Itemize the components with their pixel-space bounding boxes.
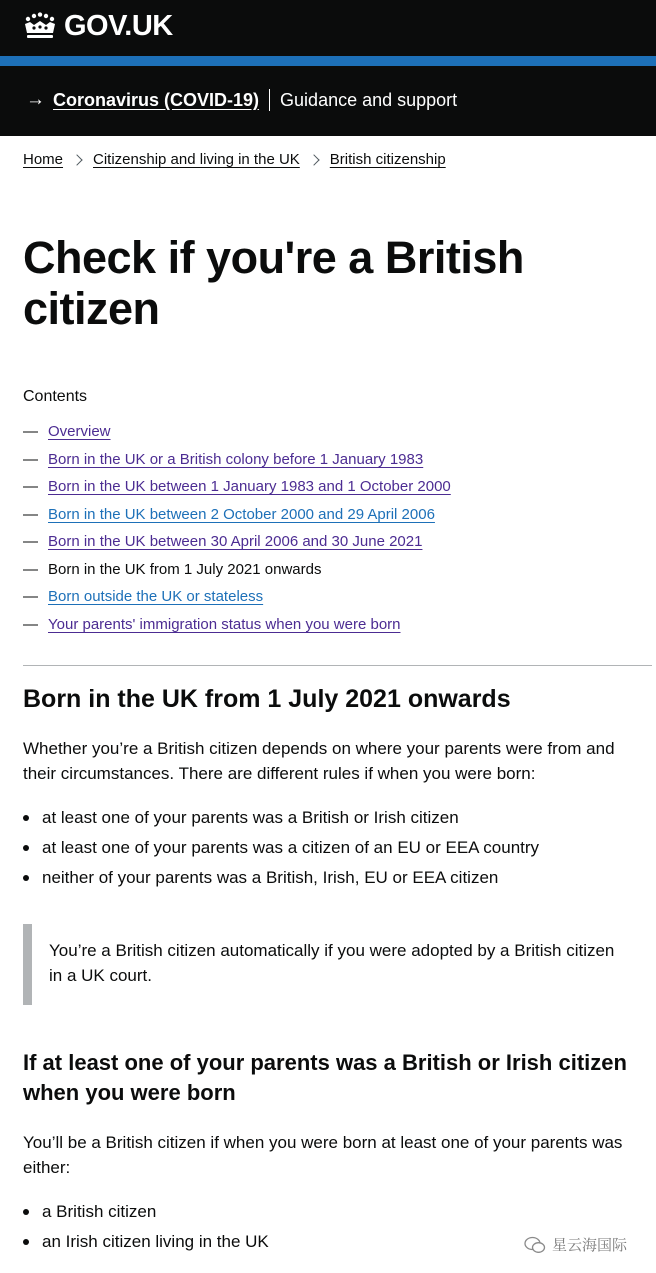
covid-link[interactable]: Coronavirus (COVID-19) <box>53 90 260 110</box>
covid-banner <box>0 66 656 136</box>
dash-icon: — <box>23 450 38 468</box>
inset-text-content: You’re a British citizen automatically if you were adopted by a British citizen in a UK court. <box>49 941 615 985</box>
dash-icon: — <box>23 560 38 578</box>
breadcrumb <box>23 151 446 168</box>
bullet-list <box>23 1197 269 1257</box>
dash-icon: — <box>23 478 38 496</box>
wechat-icon <box>524 1236 546 1254</box>
dash-icon: — <box>23 533 38 551</box>
contents-item <box>23 611 451 639</box>
covid-guidance-text: Guidance and support <box>280 90 458 110</box>
list-item-text: neither of your parents was a British, Irish, EU or EEA citizen <box>42 868 499 887</box>
contents-item <box>23 446 451 474</box>
watermark <box>524 1234 627 1255</box>
dash-icon: — <box>23 615 38 633</box>
contents-item <box>23 583 451 611</box>
bullet-icon <box>23 815 29 821</box>
contents-label: Contents <box>23 388 88 405</box>
contents-link-2006-2021[interactable]: Born in the UK between 30 April 2006 and 30 June 2021 <box>48 533 423 551</box>
subsection-intro: You’ll be a British citizen if when you were born at least one of your parents was either: <box>23 1133 623 1177</box>
contents-item <box>23 501 451 529</box>
contents-link-overview[interactable]: Overview <box>48 423 111 441</box>
list-item-text: a British citizen <box>42 1202 157 1221</box>
watermark-text: 星云海国际 <box>552 1237 628 1254</box>
header-blue-bar <box>0 56 656 66</box>
contents-item-current <box>23 556 451 584</box>
breadcrumb-home[interactable]: Home <box>23 151 64 168</box>
contents-item <box>23 528 451 556</box>
chevron-right-icon <box>308 154 319 165</box>
dash-icon: — <box>23 505 38 523</box>
dash-icon: — <box>23 423 38 441</box>
govuk-brand-text: GOV.UK <box>64 10 173 42</box>
bullet-icon <box>23 1239 29 1245</box>
contents-list <box>23 418 451 638</box>
arrow-right-icon: → <box>26 89 45 110</box>
bullet-icon <box>23 845 29 851</box>
contents-link-outside-uk[interactable]: Born outside the UK or stateless <box>48 588 264 606</box>
list-item <box>23 1197 269 1227</box>
contents-item <box>23 418 451 446</box>
list-item <box>23 803 539 833</box>
bullet-icon <box>23 1209 29 1215</box>
page-title: Check if you're a British citizen <box>23 232 524 334</box>
breadcrumb-citizenship[interactable]: Citizenship and living in the UK <box>93 151 300 168</box>
list-item <box>23 1227 269 1257</box>
contents-link-2000-2006[interactable]: Born in the UK between 2 October 2000 and 29 April 2006 <box>48 505 435 523</box>
list-item-text: at least one of your parents was a citizen of an EU or EEA country <box>42 838 540 857</box>
list-item <box>23 833 539 863</box>
section-heading: Born in the UK from 1 July 2021 onwards <box>23 685 511 713</box>
crown-icon <box>22 12 58 40</box>
inset-text <box>23 924 632 1005</box>
contents-link-parents-status[interactable]: Your parents' immigration status when you were born <box>48 615 401 633</box>
contents-link-1983-2000[interactable]: Born in the UK between 1 January 1983 and 1 October 2000 <box>48 478 451 496</box>
covid-separator <box>269 89 270 111</box>
list-item <box>23 863 539 893</box>
govuk-header <box>0 0 656 56</box>
contents-link-before-1983[interactable]: Born in the UK or a British colony before 1 January 1983 <box>48 450 424 468</box>
subsection-heading: If at least one of your parents was a British or Irish citizen when you were born <box>23 1050 627 1105</box>
list-item-text: an Irish citizen living in the UK <box>42 1232 269 1251</box>
govuk-logo-link[interactable] <box>22 10 173 42</box>
contents-current-label: Born in the UK from 1 July 2021 onwards <box>48 560 322 578</box>
breadcrumb-british-citizenship[interactable]: British citizenship <box>329 151 446 168</box>
chevron-right-icon <box>71 154 82 165</box>
dash-icon: — <box>23 588 38 606</box>
list-item-text: at least one of your parents was a British or Irish citizen <box>42 808 459 827</box>
section-intro: Whether you’re a British citizen depends on where your parents were from and their circumstances. There are different rules if when you were born: <box>23 739 615 783</box>
section-divider <box>23 665 652 666</box>
bullet-list <box>23 803 539 893</box>
contents-item <box>23 473 451 501</box>
bullet-icon <box>23 875 29 881</box>
